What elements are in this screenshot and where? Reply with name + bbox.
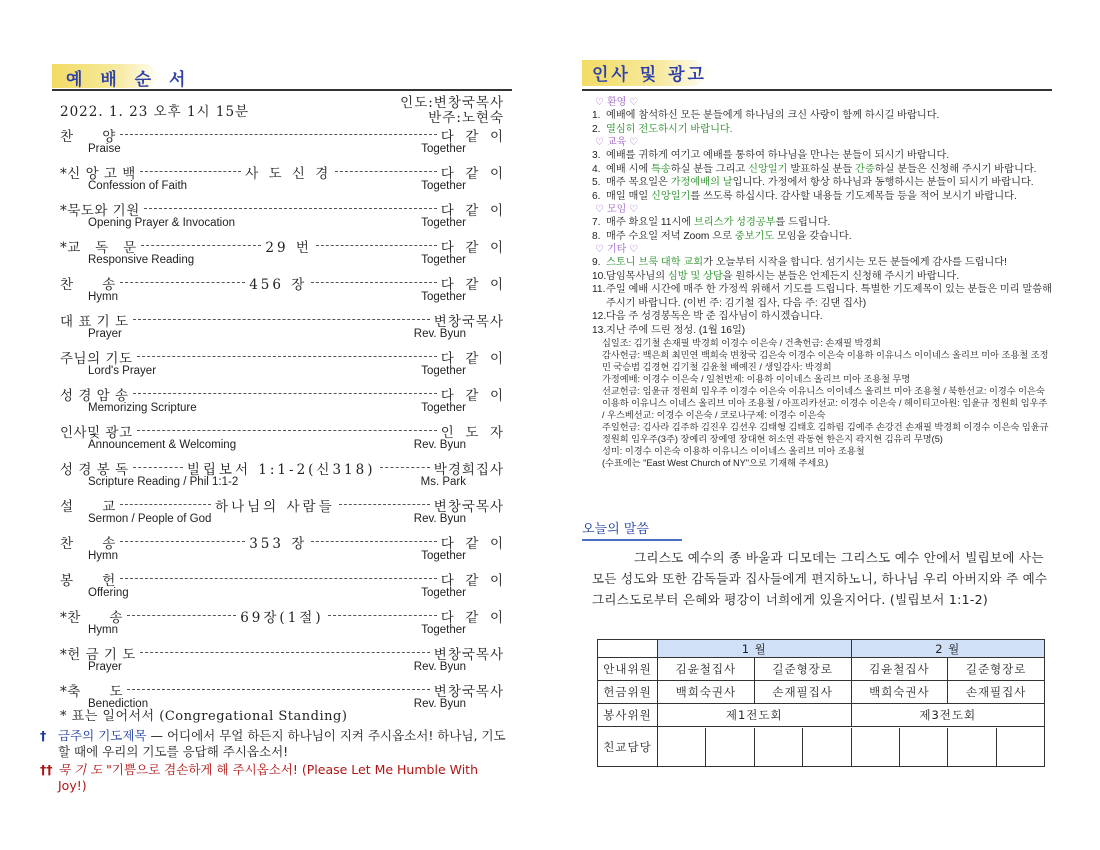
heart-icon: ♡ [595,137,604,148]
leader-dashes [120,134,437,135]
order-line [60,200,504,217]
item-number: 9. [592,257,601,268]
order-item-english: Lord's Prayer [88,365,157,377]
announcements-title: 인사 및 광고 [592,65,707,85]
order-item-english: Hymn [88,291,119,303]
order-item-english: Responsive Reading [88,254,195,266]
order-item-english-person: Together [421,624,466,636]
heart-icon: ♡ [595,244,604,255]
item-number: 7. [592,217,601,228]
order-line [60,496,504,513]
table-cell: 길준형장로 [948,658,1045,681]
order-line [60,607,504,624]
fellowship-cell [755,728,803,766]
heart-icon: ♡ [629,204,639,215]
cross-mark: † [40,728,47,743]
order-item-english-person: Rev. Byun [413,439,466,451]
order-item [52,274,512,311]
order-line [60,348,504,365]
item-text: 예배에 참석하신 모든 분들에게 하나님의 크신 사랑이 함께 하시길 바랍니다. [606,110,940,121]
order-item-title: *신 앙 고 백 [60,165,136,182]
order-line [60,570,504,587]
prayer-notes [40,728,510,794]
item-number: 12. [592,311,607,322]
leader-dashes [127,689,430,690]
worship-order-section [52,62,512,718]
worship-order-title: 예 배 순 서 [66,70,192,90]
table-row [598,727,1045,767]
order-item-person: 다 같 이 [440,387,504,404]
table-cell: 제3전도회 [851,704,1045,727]
announcements-section [582,58,1052,468]
order-item-english-person: Rev. Byun [413,328,466,340]
item-number: 8. [592,230,601,242]
leader-dashes [339,504,430,505]
order-item [52,163,512,200]
leader-dashes [120,578,437,579]
order-subline [88,476,466,490]
order-item [52,385,512,422]
order-item-english: Benediction [88,698,149,710]
double-cross-mark: †† [40,762,53,777]
month-february: 2 월 [851,640,1045,658]
order-subline [88,513,466,527]
order-item-english: Prayer [88,661,122,673]
notice-item [592,256,1052,270]
offering-line: (수표에는 "East West Church of NY"으로 기재해 주세요) [602,458,829,468]
order-item-english: Opening Prayer & Invocation [88,217,236,229]
order-item-detail: 29 번 [265,239,312,256]
order-item-person: 다 같 이 [440,128,504,145]
item-number: 13. [592,324,607,336]
leader-dashes [133,319,430,320]
item-text: 매주 화요일 11시에 [606,217,694,228]
item-text: 열심히 전도하시기 바랍니다. [606,123,733,135]
order-item-person: 다 같 이 [440,202,504,219]
row-label: 헌금위원 [598,681,658,704]
order-item [52,644,512,681]
order-line [60,126,504,143]
fellowship-grid [658,727,1045,767]
order-item-english-person: Together [421,291,466,303]
offering-line: 가정예배: 이경수 이은숙 / 일천번제: 이용하 이이네스 올리브 미아 조용철 무명 [602,374,911,384]
offering-line: 성미: 이경수 이은숙 이용하 이유니스 이이네스 올리브 미아 조용철 [602,446,865,456]
order-item-english: Prayer [88,328,122,340]
order-subline [88,439,466,453]
notice-item [592,176,1052,190]
leader-dashes [140,171,241,172]
item-text: 주일 예배 시간에 매주 한 가정씩 위해서 기도를 드립니다. 특별한 기도제목이 있는 분들은 미리 말씀해 주시기 바랍니다. (이번 주: 김기철 집사, 다음 주: 김댄 집사) [606,284,1052,309]
offering-line: 주일헌금: 김사라 김주하 김진우 김션우 김태형 김태호 김하림 김예주 손강건 손재필 박경희 이경수 이은숙 임윤규 정원희 임우주(3주) 장예리 장예영 장대현 허소연 곽동현 한은지 곽지현 김유리 무명(5) [602,422,1049,444]
item-highlight: 브리스가 성경공부 [693,217,776,228]
service-info [52,96,512,126]
order-item-detail: 353 장 [249,535,308,552]
fellowship-cells [658,728,1044,766]
notice-item [592,109,1052,123]
notice-item [592,324,1052,338]
order-item-english: Hymn [88,624,119,636]
item-number: 5. [592,177,601,188]
leader-dashes [380,467,430,468]
table-row [598,658,1045,681]
order-item-title: 설 교 [60,498,116,515]
order-item-person: 다 같 이 [440,276,504,293]
item-text: 매주 수요일 저녁 Zoom 으로 [606,230,735,242]
order-item-english-person: Together [421,402,466,414]
item-highlight: 신앙일기 [748,163,788,175]
order-item-person: 변창국목사 [433,683,504,700]
fellowship-cell [852,728,900,766]
table-corner [598,640,658,658]
order-subline [88,587,466,601]
order-item-person: 다 같 이 [440,350,504,367]
item-text: 발표하실 분들 [787,163,856,175]
order-item-title: 성 경 암 송 [60,387,129,404]
order-item-english: Confession of Faith [88,180,188,192]
order-item-english: Praise [88,143,121,155]
heart-icon: ♡ [595,204,604,215]
order-item-title: 봉 헌 [60,572,116,589]
order-item [52,533,512,570]
notice-item [592,283,1052,310]
leader-dashes [311,541,436,542]
heart-icon: ♡ [629,244,639,255]
item-number: 1. [592,110,601,121]
leader-dashes [120,504,211,505]
fellowship-cell [706,728,754,766]
order-subline [88,254,466,268]
silent-prayer [40,762,510,794]
order-item [52,422,512,459]
order-item-english-person: Together [421,365,466,377]
fellowship-cell [658,728,706,766]
leader-dashes [120,282,245,283]
order-item-title: *묵도와 기원 [60,202,140,219]
announcements-banner [582,58,1052,90]
notice-item [592,149,1052,163]
order-item-title: 대 표 기 도 [60,313,129,330]
order-item-english: Scripture Reading / Phil 1:1-2 [88,476,239,488]
todays-word-text: 그리스도 예수의 종 바울과 디모데는 그리스도 예수 안에서 빌립보에 사는 모든 성도와 또한 감독들과 집사들에게 편지하노니, 하나님 우리 아버지와 주 예수 그리스도로부터 은혜와 평강이 너희에게 있을지어다. (빌립보서 1:1-2) [592,550,1048,607]
heading-label: 환영 [606,97,627,108]
item-number: 2. [592,123,601,135]
leader-dashes [133,467,183,468]
order-item-person: 다 같 이 [440,535,504,552]
order-line [60,644,504,661]
item-text: 예배 시에 [606,163,652,175]
standing-note: * 표는 일어서서 (Congregational Standing) [60,709,348,724]
item-number: 10. [592,270,607,282]
table-header-row [598,640,1045,658]
order-item-detail: 456 장 [249,276,308,293]
item-text: 가 오늘부터 시작을 합니다. 섬기시는 모든 분들에게 감사를 드립니다! [703,257,1007,268]
order-item-english-person: Rev. Byun [413,661,466,673]
order-item-english-person: Together [421,254,466,266]
item-text: 매주 목요일은 [606,177,671,188]
order-item-english-person: Rev. Byun [413,513,466,525]
service-leaders [400,96,504,126]
order-item-title: 찬 양 [60,128,116,145]
notice-list [592,96,1052,469]
order-subline [88,143,466,157]
notice-item [592,163,1052,177]
heading-label: 교육 [606,137,627,148]
heading-education [592,136,1052,149]
order-item-title: *축 도 [60,683,124,700]
leader-dashes [328,615,437,616]
order-item-title: 찬 송 [60,535,116,552]
silent-prayer-heading: 묵 기 도 [58,762,103,777]
order-item [52,200,512,237]
order-item-english-person: Together [421,180,466,192]
notice-item [592,310,1052,324]
item-text: 모임을 갖습니다. [774,230,852,242]
leader-dashes [127,615,236,616]
heart-icon: ♡ [629,97,639,108]
order-list [52,126,512,718]
item-highlight: 특송 [651,163,671,175]
weekly-prayer-heading: 금주의 기도제목 [58,728,147,743]
item-number: 3. [592,150,601,161]
table-cell: 김윤철집사 [658,658,755,681]
banner-rule [52,89,512,91]
order-item-title: *교 독 문 [60,239,137,256]
order-item-person: 인 도 자 [440,424,504,441]
order-item-title: *찬 송 [60,609,124,626]
order-item-title: 인사및 광고 [60,424,133,441]
item-text: 담임목사님의 [606,270,668,282]
notice-item [592,123,1052,137]
order-item-english: Announcement & Welcoming [88,439,237,451]
table-cell: 김윤철집사 [851,658,948,681]
order-subline [88,402,466,416]
order-item-english-person: Together [421,143,466,155]
notice-item [592,190,1052,204]
item-text: 하실 분들 그리고 [670,163,749,175]
item-text: 하실 분들은 신청해 주시기 바랍니다. [874,163,1037,175]
order-item [52,607,512,644]
heading-label: 모임 [606,204,627,215]
table-cell: 백희숙권사 [658,681,755,704]
order-subline [88,365,466,379]
item-text: 매일 매일 [606,190,652,202]
item-number: 6. [592,190,601,202]
fellowship-cell [900,728,948,766]
weekly-prayer-text: — 어디에서 무얼 하든지 하나님이 지켜 주시옵소서! 하나님, 기도할 때에 우리의 기도를 응답해 주시옵소서! [58,728,506,759]
leader-dashes [120,541,245,542]
order-item-person: 변창국목사 [433,646,504,663]
heart-icon: ♡ [595,97,604,108]
order-item-person: 다 같 이 [440,239,504,256]
order-item-english: Hymn [88,550,119,562]
item-text: 을 원하시는 분들은 언제든지 신청해 주시기 바랍니다. [722,270,960,282]
heart-icon: ♡ [629,137,639,148]
order-subline [88,328,466,342]
order-line [60,163,504,180]
accompanist: 반주:노현숙 [428,110,504,126]
order-item-english-person: Together [421,217,466,229]
order-item-person: 변창국목사 [433,498,505,515]
todays-word [582,518,1052,610]
order-line [60,459,504,476]
order-item [52,496,512,533]
table-cell: 백희숙권사 [851,681,948,704]
item-text: 입니다. 가정에서 항상 하나님과 동행하시는 분들이 되시기 바랍니다. [732,177,1034,188]
order-item-english: Memorizing Scripture [88,402,197,414]
offering-line: 감사헌금: 백은희 최민연 백희숙 변창국 김은숙 이경수 이은숙 이용하 이유니스 이이네스 올리브 미아 조용철 조정민 국승범 김경현 김기철 김윤철 배예진 / 생일감사: 박경희 [602,350,1049,372]
table-cell: 손재필집사 [948,681,1045,704]
table-cell: 제1전도회 [658,704,852,727]
leader-dashes [137,430,437,431]
order-line [60,385,504,402]
order-item-detail: 하나님의 사람들 [215,498,335,515]
leader-dashes [335,171,436,172]
order-item-title: *헌 금 기 도 [60,646,136,663]
order-item-english-person: Together [421,587,466,599]
duty-table [597,639,1045,767]
heading-welcome [592,96,1052,109]
item-highlight: 간증 [855,163,875,175]
notice-item [592,230,1052,244]
table-row [598,704,1045,727]
silent-prayer-text: "기쁨으로 겸손하게 해 주시옵소서! (Please Let Me Humble With Joy!) [58,762,478,793]
offering-list [592,337,1052,469]
item-text: 다음 주 성경봉독은 박 준 집사님이 하시겠습니다. [606,311,823,322]
order-item [52,311,512,348]
order-item-english-person: Together [421,550,466,562]
item-number: 4. [592,163,601,175]
table-cell: 길준형장로 [754,658,851,681]
order-line [60,237,504,254]
order-item-english-person: Ms. Park [420,476,466,488]
notice-item [592,270,1052,284]
service-date: 2022. 1. 23 오후 1시 15분 [60,104,250,120]
heading-other [592,243,1052,256]
item-number: 11. [592,284,606,295]
order-item-person: 박경희집사 [433,461,505,478]
leader-dashes [133,393,437,394]
item-highlight: 스토니 브룩 대학 교회 [606,257,704,268]
order-item-person: 다 같 이 [440,572,504,589]
row-label: 봉사위원 [598,704,658,727]
fellowship-cell [997,728,1044,766]
order-item-person: 다 같 이 [440,165,505,182]
leader-dashes [140,652,430,653]
order-line [60,274,504,291]
item-text: 를 드립니다. [775,217,831,228]
order-item-detail: 69장(1절) [240,609,324,626]
order-item [52,570,512,607]
leader-dashes [311,282,436,283]
item-text: 를 쓰도록 하십시다. 감사할 내용들 기도제목들 등을 적어 보시기 바랍니다. [690,190,1017,202]
leader-dashes [137,356,437,357]
offering-line: 선교헌금: 임윤규 정원희 임우주 이경수 이은숙 이유니스 이이네스 올리브 미아 조용철 / 북한선교: 이경수 이은숙 이용하 이유니스 이네스 올리브 미아 조용철 / 아프리카선교: 이경수 이은숙 / 헤이티고아원: 임윤규 정원희 임우주 / 우스베선교: 이경수 이은숙 / 코로나구제: 이경수 이은숙 [602,386,1048,420]
weekly-prayer [40,728,510,760]
offering-line: 십일조: 김기철 손재필 박경희 이경수 이은숙 / 건축헌금: 손재필 박경희 [602,338,882,348]
row-label: 친교담당 [598,727,658,767]
month-january: 1 월 [658,640,852,658]
order-item [52,237,512,274]
order-item [52,348,512,385]
order-item-english: Offering [88,587,129,599]
notice-item [592,216,1052,230]
order-line [60,311,504,328]
row-label: 안내위원 [598,658,658,681]
todays-word-title: 오늘의 말씀 [582,522,649,537]
heading-label: 기타 [606,244,627,255]
banner-rule [582,89,1052,91]
order-subline [88,550,466,564]
order-item-english-person: Rev. Byun [413,698,466,710]
table-cell: 손재필집사 [754,681,851,704]
item-highlight: 심방 및 상담 [667,270,723,282]
order-item-english: Sermon / People of God [88,513,212,525]
order-line [60,681,504,698]
order-subline [88,217,466,231]
order-item-person: 변창국목사 [433,313,504,330]
order-item-detail: 빌립보서 1:1-2(신318) [186,461,376,478]
item-text: 예배를 귀하게 여기고 예배를 통하여 하나님을 만나는 분들이 되시기 바랍니다. [606,150,950,161]
order-subline [88,180,466,194]
order-item-title: 성 경 봉 독 [60,461,129,478]
heading-meetings [592,203,1052,216]
order-item-title: 찬 송 [60,276,116,293]
item-highlight: 신앙일기 [651,190,691,202]
order-subline [88,661,466,675]
order-item [52,126,512,163]
order-subline [88,624,466,638]
order-line [60,422,504,439]
order-item-title: 주님의 기도 [60,350,133,367]
todays-word-rule [582,539,682,541]
order-item [52,459,512,496]
order-line [60,533,504,550]
fellowship-cell [948,728,996,766]
leader: 인도:변창국목사 [400,95,504,111]
fellowship-cell [803,728,851,766]
leader-dashes [144,208,437,209]
item-highlight: 중보기도 [734,230,775,242]
order-item-person: 다 같 이 [440,609,504,626]
leader-dashes [316,245,437,246]
item-text: 지난 주에 드린 정성. (1월 16일) [606,324,746,336]
item-highlight: 가정예배의 날 [670,177,733,188]
table-row [598,681,1045,704]
leader-dashes [141,245,262,246]
order-item-detail: 사 도 신 경 [245,165,332,182]
worship-order-banner [52,62,512,90]
order-subline [88,291,466,305]
